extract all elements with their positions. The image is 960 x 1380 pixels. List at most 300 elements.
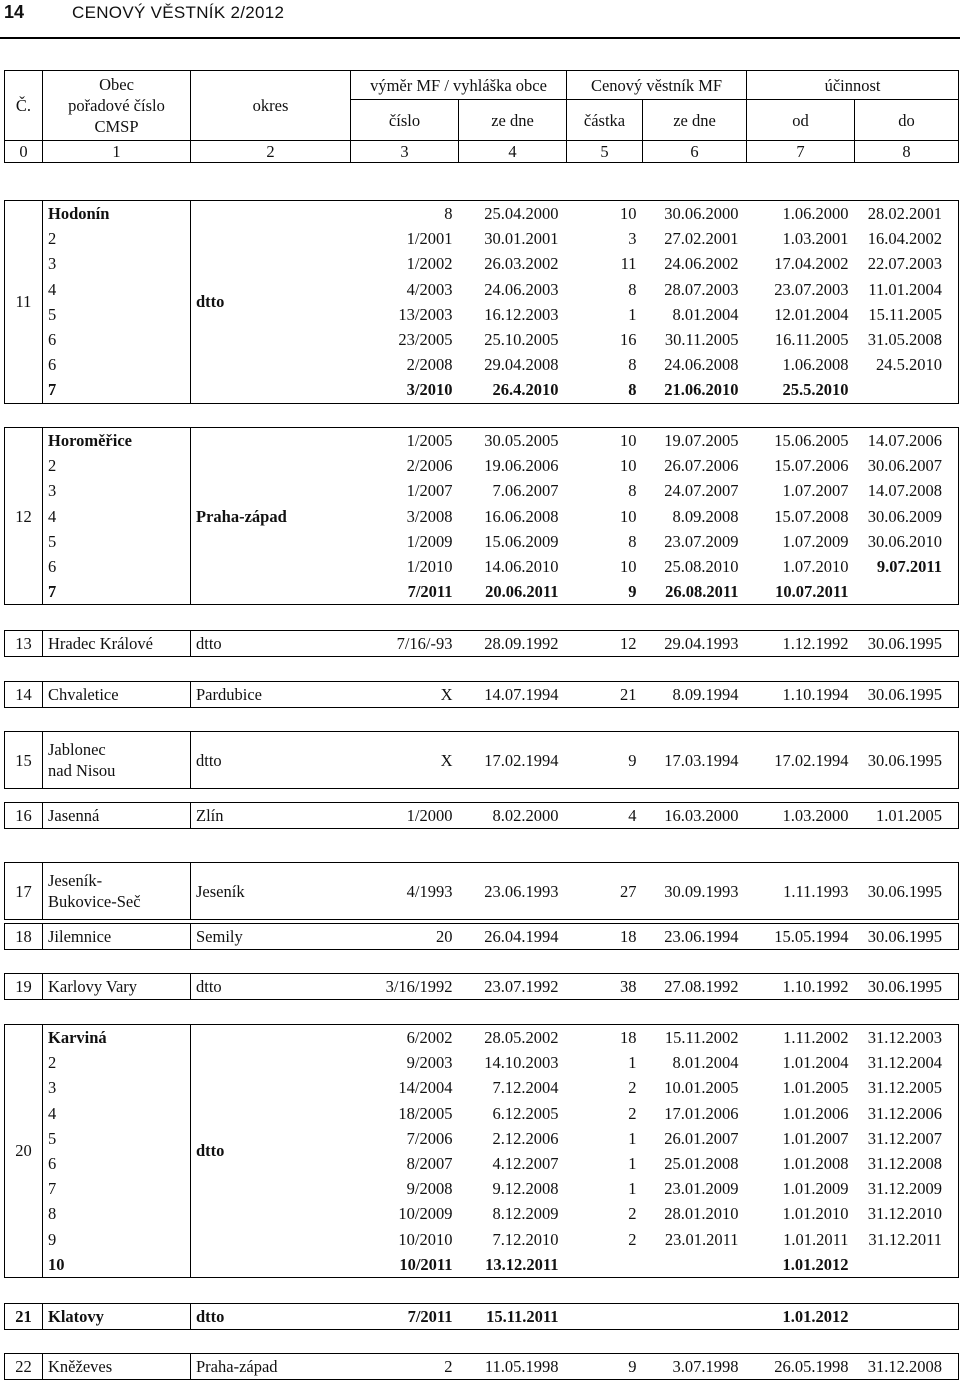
value-cell: 23.01.2011 (664, 1229, 739, 1249)
value-cell: 1.01.2005 (876, 806, 942, 825)
colnum: 3 (351, 141, 459, 163)
okres-cell: dtto (196, 1307, 225, 1326)
value-cell: 1.07.2010 (782, 557, 849, 577)
obec-cell: 6 (43, 327, 191, 352)
table-row (5, 1252, 959, 1278)
value-cell: 18 (620, 1028, 637, 1047)
header-cislo: číslo (351, 100, 459, 141)
table-row (5, 1075, 959, 1100)
value-cell: 8 (444, 204, 453, 223)
value-cell: 21.06.2010 (664, 380, 739, 400)
value-cell: 31.12.2004 (867, 1053, 942, 1073)
obec-cell: Jasenná (43, 803, 191, 829)
value-cell: 31.12.2011 (868, 1229, 942, 1249)
value-cell: 26.03.2002 (484, 254, 559, 274)
table-block (4, 1353, 959, 1380)
row-number: 12 (5, 428, 43, 605)
value-cell: 3/2010 (406, 380, 453, 400)
value-cell: 17.04.2002 (774, 254, 849, 274)
value-cell: 1.12.1992 (782, 634, 849, 653)
value-cell: 2 (444, 1357, 453, 1376)
row-number: 15 (5, 732, 43, 789)
value-cell: 28.02.2001 (867, 204, 942, 223)
page-header (0, 0, 960, 28)
table-block (4, 1303, 959, 1330)
value-cell: X (440, 685, 453, 704)
table-row (5, 226, 959, 251)
value-cell: 14.06.2010 (484, 557, 559, 577)
value-cell: 21 (620, 685, 637, 704)
table-block (4, 1024, 959, 1278)
value-cell: 1.01.2005 (782, 1078, 849, 1098)
value-cell (567, 1252, 643, 1278)
value-cell: 6/2002 (406, 1028, 453, 1047)
value-cell: 26.04.1994 (484, 927, 559, 946)
value-cell: 10/2010 (398, 1229, 453, 1249)
value-cell: 1.06.2008 (782, 355, 849, 375)
obec-cell: 2 (43, 226, 191, 251)
obec-cell: 7 (43, 377, 191, 403)
value-cell: 1.01.2007 (782, 1128, 849, 1148)
value-cell: 28.01.2010 (664, 1204, 739, 1224)
value-cell: 19.06.2006 (484, 456, 559, 476)
value-cell: 8.12.2009 (492, 1204, 559, 1224)
value-cell: 1.01.2012 (782, 1254, 849, 1274)
header-do: do (855, 100, 959, 141)
value-cell: 23/2005 (398, 330, 453, 350)
table-row (5, 302, 959, 327)
table-block (4, 973, 959, 1000)
value-cell: 1.06.2000 (782, 204, 849, 223)
value-cell: 7.12.2010 (492, 1229, 559, 1249)
row-number: 19 (5, 974, 43, 1000)
value-cell: 1.01.2009 (782, 1179, 849, 1199)
value-cell: 18 (620, 927, 637, 946)
table-block (4, 923, 959, 950)
header-vymer: výměr MF / vyhláška obce (351, 71, 567, 100)
table-row (5, 327, 959, 352)
value-cell: 20.06.2011 (485, 582, 559, 602)
value-cell: 1 (628, 1154, 637, 1174)
value-cell: 7.12.2004 (492, 1078, 559, 1098)
table-block (4, 630, 959, 657)
value-cell (855, 1304, 959, 1330)
value-cell: 1/2001 (406, 229, 453, 249)
value-cell (643, 1252, 747, 1278)
obec-cell: 8 (43, 1201, 191, 1226)
value-cell: 31.12.2006 (867, 1103, 942, 1123)
value-cell: 16.03.2000 (664, 806, 739, 825)
okres-cell: dtto (196, 1141, 225, 1161)
obec-cell: Chvaletice (43, 682, 191, 708)
obec-cell: 3 (43, 1075, 191, 1100)
value-cell: 30.06.1995 (867, 750, 942, 770)
value-cell: 1.01.2010 (782, 1204, 849, 1224)
okres-cell: dtto (196, 977, 222, 996)
row-number: 11 (5, 201, 43, 404)
value-cell: 26.07.2006 (664, 456, 739, 476)
value-cell: 14.07.2006 (867, 431, 942, 450)
header-vestnik: Cenový věstník MF (567, 71, 747, 100)
okres-cell: Semily (196, 927, 243, 946)
value-cell: 30.01.2001 (484, 229, 559, 249)
value-cell: 23.07.2003 (774, 279, 849, 299)
colnum: 5 (567, 141, 643, 163)
table-block (4, 200, 959, 404)
table-row (5, 1176, 959, 1201)
value-cell: 11 (620, 254, 637, 274)
value-cell: 8.09.1994 (672, 685, 739, 704)
value-cell: 8 (628, 380, 637, 400)
table-header (4, 70, 959, 163)
value-cell: 26.05.1998 (774, 1357, 849, 1376)
table-row (5, 554, 959, 579)
value-cell: 10 (620, 204, 637, 223)
value-cell: 16 (620, 330, 637, 350)
table-row (5, 924, 959, 950)
value-cell: 8.02.2000 (492, 806, 559, 825)
page-title: CENOVÝ VĚSTNÍK 2/2012 (72, 3, 285, 22)
obec-cell: 4 (43, 1101, 191, 1126)
value-cell: 26.4.2010 (492, 380, 559, 400)
value-cell: 4 (628, 806, 637, 825)
value-cell: 13/2003 (398, 304, 453, 324)
value-cell: 15.07.2008 (774, 506, 849, 526)
okres-cell: Pardubice (196, 685, 262, 704)
value-cell: 14.10.2003 (484, 1053, 559, 1073)
table-row (5, 863, 959, 920)
table-row (5, 453, 959, 478)
obec-line: Jablonec (48, 740, 106, 759)
table-row (5, 1126, 959, 1151)
header-ze-dne-2: ze dne (643, 100, 747, 141)
value-cell: 15.06.2005 (774, 431, 849, 450)
table-row (5, 352, 959, 377)
obec-cell: 7 (43, 1176, 191, 1201)
value-cell: 30.11.2005 (664, 330, 739, 350)
table-row (5, 428, 959, 454)
value-cell: 20 (436, 927, 453, 946)
value-cell: 1.07.2007 (782, 481, 849, 501)
value-cell: 31.12.2010 (867, 1204, 942, 1224)
value-cell (855, 377, 959, 403)
colnum: 1 (43, 141, 191, 163)
obec-cell: 2 (43, 453, 191, 478)
value-cell: 30.06.2009 (867, 506, 942, 526)
table-row (5, 1227, 959, 1252)
value-cell: 27.08.1992 (664, 977, 739, 996)
value-cell: 1.01.2004 (782, 1053, 849, 1073)
obec-cell: Kněževes (43, 1354, 191, 1380)
row-number: 17 (5, 863, 43, 920)
okres-cell: Praha-západ (196, 506, 287, 526)
header-ucinnost: účinnost (747, 71, 959, 100)
table-row (5, 251, 959, 276)
value-cell: 8.01.2004 (672, 304, 739, 324)
value-cell: 1 (628, 304, 637, 324)
value-cell: 9/2003 (406, 1053, 453, 1073)
value-cell: 30.06.1995 (867, 977, 942, 996)
value-cell: 19.07.2005 (664, 431, 739, 450)
row-number: 22 (5, 1354, 43, 1380)
value-cell: 15.11.2005 (868, 304, 942, 324)
value-cell: 26.01.2007 (664, 1128, 739, 1148)
value-cell: 38 (620, 977, 637, 996)
obec-cell: Jilemnice (43, 924, 191, 950)
header-od: od (747, 100, 855, 141)
table-row (5, 732, 959, 789)
value-cell: 23.01.2009 (664, 1179, 739, 1199)
value-cell: 10.07.2011 (775, 582, 849, 602)
value-cell: 2/2008 (406, 355, 453, 375)
colnum: 7 (747, 141, 855, 163)
value-cell (643, 1304, 747, 1330)
value-cell: 4.12.2007 (492, 1154, 559, 1174)
table-row (5, 1354, 959, 1380)
value-cell: 12 (620, 634, 637, 653)
value-cell: 15.06.2009 (484, 531, 559, 551)
value-cell: 23.06.1993 (484, 881, 559, 901)
value-cell: 1.01.2012 (782, 1307, 849, 1326)
header-obec: Obec pořadové číslo CMSP (43, 71, 191, 141)
value-cell (855, 579, 959, 605)
obec-cell: 4 (43, 277, 191, 302)
obec-line: Bukovice-Seč (48, 892, 141, 911)
value-cell: 9 (628, 1357, 637, 1376)
value-cell: 1/2007 (406, 481, 453, 501)
value-cell: 9.07.2011 (876, 557, 942, 577)
obec-cell: 6 (43, 554, 191, 579)
value-cell: 23.06.1994 (664, 927, 739, 946)
table-row (5, 504, 959, 529)
value-cell: 30.09.1993 (664, 881, 739, 901)
value-cell: 1.11.2002 (783, 1028, 849, 1047)
value-cell: 31.12.2008 (867, 1357, 942, 1376)
value-cell: 25.04.2000 (484, 204, 559, 223)
obec-cell: 6 (43, 352, 191, 377)
value-cell: X (440, 750, 453, 770)
header-castka: částka (567, 100, 643, 141)
value-cell: 9/2008 (406, 1179, 453, 1199)
value-cell: 30.06.2000 (664, 204, 739, 223)
value-cell: 7/2011 (407, 582, 453, 602)
value-cell: 1.01.2006 (782, 1103, 849, 1123)
value-cell: 8/2007 (406, 1154, 453, 1174)
value-cell: 31.12.2005 (867, 1078, 942, 1098)
row-number: 13 (5, 631, 43, 657)
colnum: 6 (643, 141, 747, 163)
value-cell: 9 (628, 582, 637, 602)
header-numbers (5, 141, 959, 163)
value-cell: 24.06.2008 (664, 355, 739, 375)
value-cell: 7/16/-93 (396, 634, 453, 653)
value-cell: 15.11.2011 (486, 1307, 559, 1326)
value-cell: 17.03.1994 (664, 750, 739, 770)
obec-cell: 9 (43, 1227, 191, 1252)
value-cell: 16.04.2002 (867, 229, 942, 249)
value-cell: 1.03.2001 (782, 229, 849, 249)
value-cell: 11.01.2004 (868, 279, 942, 299)
obec-cell: Klatovy (43, 1304, 191, 1330)
obec-line: Jeseník- (48, 871, 103, 890)
value-cell: 10 (620, 456, 637, 476)
value-cell: 29.04.2008 (484, 355, 559, 375)
value-cell: 3.07.1998 (672, 1357, 739, 1376)
table-row (5, 478, 959, 503)
value-cell: 16.11.2005 (774, 330, 849, 350)
okres-cell: Zlín (196, 806, 224, 825)
value-cell: 14.07.2008 (867, 481, 942, 501)
value-cell: 25.01.2008 (664, 1154, 739, 1174)
value-cell: 9 (628, 750, 637, 770)
value-cell (855, 1252, 959, 1278)
obec-cell: 10 (43, 1252, 191, 1278)
table-row (5, 201, 959, 227)
obec-cell: 3 (43, 478, 191, 503)
table-row (5, 1050, 959, 1075)
value-cell: 9.12.2008 (492, 1179, 559, 1199)
obec-cell: 5 (43, 302, 191, 327)
obec-cell: Hradec Králové (43, 631, 191, 657)
value-cell: 14.07.1994 (484, 685, 559, 704)
value-cell: 8 (628, 355, 637, 375)
value-cell: 31.12.2008 (867, 1154, 942, 1174)
value-cell: 2 (628, 1078, 637, 1098)
okres-cell: dtto (196, 292, 225, 312)
value-cell: 15.05.1994 (774, 927, 849, 946)
value-cell: 10 (620, 506, 637, 526)
obec-cell: 5 (43, 529, 191, 554)
value-cell: 11.05.1998 (484, 1357, 559, 1376)
value-cell: 7.06.2007 (492, 481, 559, 501)
value-cell: 1/2005 (406, 431, 453, 450)
table-row (5, 1151, 959, 1176)
value-cell: 27 (620, 881, 637, 901)
value-cell: 27.02.2001 (664, 229, 739, 249)
value-cell: 16.12.2003 (484, 304, 559, 324)
value-cell: 23.07.1992 (484, 977, 559, 996)
value-cell: 18/2005 (398, 1103, 453, 1123)
obec-cell: 6 (43, 1151, 191, 1176)
value-cell: 13.12.2011 (485, 1254, 559, 1274)
table-row (5, 1101, 959, 1126)
value-cell: 17.02.1994 (774, 750, 849, 770)
value-cell: 1/2002 (406, 254, 453, 274)
value-cell: 17.01.2006 (664, 1103, 739, 1123)
value-cell: 1.01.2008 (782, 1154, 849, 1174)
value-cell: 30.06.1995 (867, 881, 942, 901)
header-ze-dne: ze dne (459, 100, 567, 141)
value-cell: 31.12.2007 (867, 1128, 942, 1148)
value-cell: 24.06.2002 (664, 254, 739, 274)
table-block (4, 802, 959, 829)
table-row (5, 682, 959, 708)
table-row (5, 803, 959, 829)
value-cell: 4/1993 (406, 881, 453, 901)
table-row (5, 631, 959, 657)
okres-cell: dtto (196, 750, 222, 770)
row-number: 20 (5, 1025, 43, 1278)
obec-cell: 4 (43, 504, 191, 529)
value-cell: 26.08.2011 (665, 582, 739, 602)
obec-cell: 2 (43, 1050, 191, 1075)
value-cell: 1/2000 (406, 806, 453, 825)
value-cell: 8.09.2008 (672, 506, 739, 526)
value-cell: 8 (628, 481, 637, 501)
value-cell: 24.5.2010 (876, 355, 942, 375)
value-cell: 31.12.2009 (867, 1179, 942, 1199)
value-cell: 22.07.2003 (867, 254, 942, 274)
value-cell: 1.10.1994 (782, 685, 849, 704)
value-cell: 10/2009 (398, 1204, 453, 1224)
value-cell: 29.04.1993 (664, 634, 739, 653)
value-cell: 2 (628, 1229, 637, 1249)
table-row (5, 579, 959, 605)
obec-line: nad Nisou (48, 761, 116, 780)
value-cell: 10 (620, 431, 637, 450)
value-cell: 31.12.2003 (867, 1028, 942, 1047)
okres-cell: Praha-západ (196, 1357, 278, 1376)
value-cell: 10.01.2005 (664, 1078, 739, 1098)
value-cell: 30.06.2010 (867, 531, 942, 551)
row-number: 16 (5, 803, 43, 829)
obec-cell: Karlovy Vary (43, 974, 191, 1000)
value-cell: 25.10.2005 (484, 330, 559, 350)
value-cell: 3/2008 (406, 506, 453, 526)
table-row (5, 1025, 959, 1051)
value-cell: 1.03.2000 (782, 806, 849, 825)
value-cell: 30.06.1995 (867, 634, 942, 653)
table-row (5, 974, 959, 1000)
obec-cell: 5 (43, 1126, 191, 1151)
value-cell: 8 (628, 531, 637, 551)
row-number: 14 (5, 682, 43, 708)
value-cell: 30.06.2007 (867, 456, 942, 476)
value-cell: 23.07.2009 (664, 531, 739, 551)
obec-cell: Horoměřice (43, 428, 191, 454)
value-cell: 8 (628, 279, 637, 299)
value-cell: 10/2011 (399, 1254, 453, 1274)
value-cell: 16.06.2008 (484, 506, 559, 526)
value-cell: 14/2004 (398, 1078, 453, 1098)
value-cell: 1 (628, 1179, 637, 1199)
table-row (5, 1304, 959, 1330)
colnum: 4 (459, 141, 567, 163)
value-cell: 1.01.2011 (783, 1229, 849, 1249)
value-cell: 1/2009 (406, 531, 453, 551)
value-cell: 1 (628, 1128, 637, 1148)
value-cell: 2/2006 (406, 456, 453, 476)
value-cell: 7/2011 (407, 1307, 453, 1326)
value-cell: 24.07.2007 (664, 481, 739, 501)
obec-cell (43, 732, 191, 789)
value-cell: 15.07.2006 (774, 456, 849, 476)
value-cell: 3/16/1992 (385, 977, 453, 996)
value-cell: 28.05.2002 (484, 1028, 559, 1047)
value-cell: 7/2006 (406, 1128, 453, 1148)
table-row (5, 529, 959, 554)
value-cell: 25.5.2010 (782, 380, 849, 400)
obec-cell: 7 (43, 579, 191, 605)
row-number: 21 (5, 1304, 43, 1330)
table-row (5, 377, 959, 403)
value-cell: 4/2003 (406, 279, 453, 299)
table-block (4, 681, 959, 708)
colnum: 2 (191, 141, 351, 163)
row-number: 18 (5, 924, 43, 950)
table-block (4, 862, 959, 920)
obec-cell: Hodonín (43, 201, 191, 227)
